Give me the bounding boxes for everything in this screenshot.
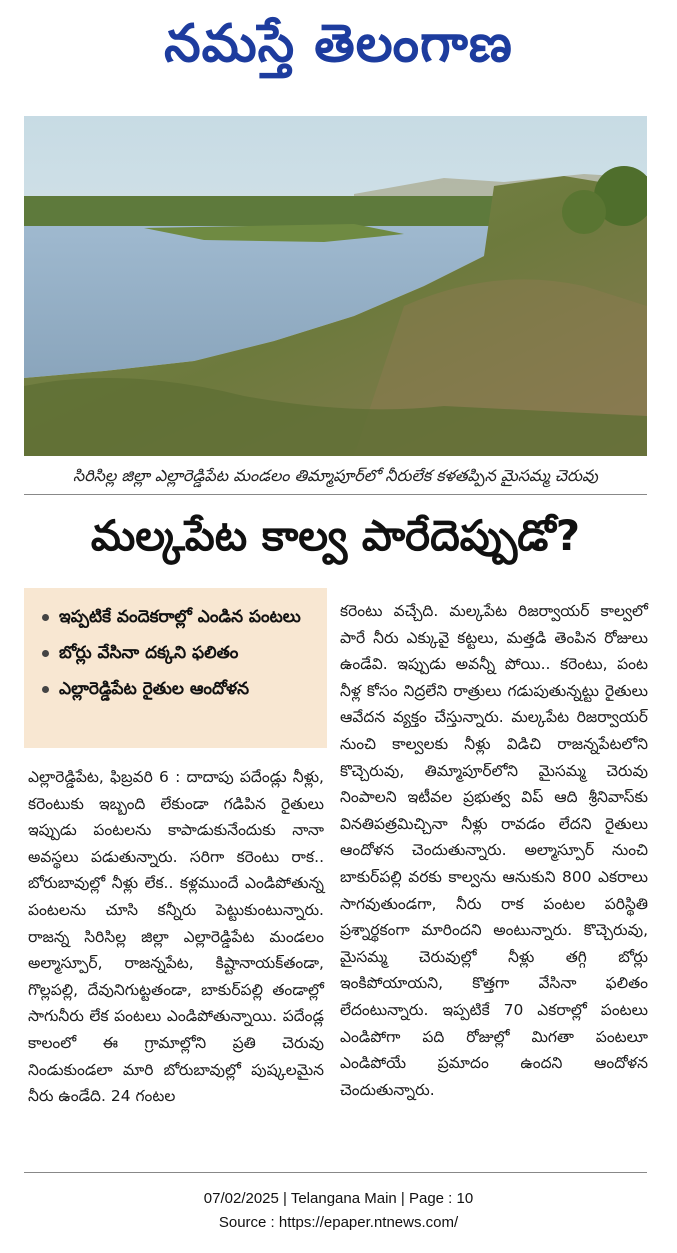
bullet-icon (42, 686, 49, 693)
footer-divider (24, 1172, 647, 1173)
edition-line: 07/02/2025 | Telangana Main | Page : 10 (203, 1190, 474, 1207)
highlight-item (36, 638, 317, 668)
highlight-item (36, 674, 317, 704)
source-line: Source : https://epaper.ntnews.com/ (218, 1214, 459, 1231)
article-body-left: ఎల్లారెడ్డిపేట, ఫిబ్రవరి 6 : దాదాపు పదేండ్లు నీళ్లు, కరెంటుకు ఇబ్బంది లేకుండా గడిపిన రైతులు ఇప్పుడు పంటలను కాపాడుకునేందుకు నానా అవస్థలు పడుతున్నారు. సరిగా కరెంటు రాక.. బోరుబావుల్లో నీళ్లు లేక.. కళ్లముందే ఎండిపోతున్న పంటలను చూసి కన్నీరు పెట్టుకుంటున్నారు. రాజన్న సిరిసిల్ల జిల్లా ఎల్లారెడ్డిపేట మండలం అల్మాస్పూర్, రాజన్నపేట, కిష్టానాయక్‌తండా, గొల్లపల్లి, దేవునిగుట్టతండా, బాకుర్‌పల్లి తండాల్లో సాగునీరు లేక పంటలు ఎండిపోతున్నాయి. పదేండ్ల కాలంలో ఈ గ్రామాల్లోని ప్రతి చెరువు నిండుకుండలా మారి బోరుబావుల్లో పుష్కలమైన నీరు ఉండేది. 24 గంటల (28, 768, 324, 1106)
article-column-right (340, 598, 648, 1158)
highlight-text: ఎల్లారెడ్డిపేట రైతుల ఆందోళన (59, 679, 250, 699)
newspaper-masthead: నమస్తే తెలంగాణ (164, 14, 513, 74)
article-body-right: కరెంటు వచ్చేది. మల్కపేట రిజర్వాయర్ కాల్వలో పారే నీరు ఎక్కువై కట్టలు, మత్తడి తెంపిన రోజులు ఉండేవి. ఇప్పుడు అవన్నీ పోయి.. కరెంటు, పంట నీళ్ల కోసం నిద్రలేని రాత్రులు గడుపుతున్నట్టు రైతులు ఆవేదన వ్యక్తం చేస్తున్నారు. మల్కపేట రిజర్వాయర్ నుంచి కాల్వలకు నీళ్లు విడిచి రాజన్నపేటలోని కొచ్చెరువు, తిమ్మాపూర్‌లోని మైసమ్మ చెరువు నింపాలని ఇటీవల ప్రభుత్వ విప్ ఆది శ్రీనివాస్‌కు వినతిపత్రమిచ్చినా నీళ్లు రావడం లేదని రైతులు ఆందోళన చెందుతున్నారు. అల్మాస్పూర్ నుంచి బాకుర్‌పల్లి వరకు కాల్వను ఆనుకుని 800 ఎకరాలు సాగవుతుండగా, నీరు రాక పంటల పరిస్థితి ప్రశ్నార్థకంగా మారిందని అంటున్నారు. కొచ్చెరువు, మైసమ్మ చెరువుల్లో నీళ్లు తగ్గి బోర్లు ఇంకిపోయాయని, కొత్తగా వేసినా ఫలితం లేదంటున్నారు. ఇప్పటికే 70 ఎకరాల్లో పంటలు ఎండిపోగా పది రోజుల్లో మిగతా పంటలూ ఎండిపోయే ప్రమాదం ఉందని ఆందోళన చెందుతున్నారు. (340, 602, 648, 1099)
highlight-text: బోర్లు వేసినా దక్కని ఫలితం (59, 643, 239, 663)
article-headline: మల్కపేట కాల్వ పారేదెప్పుడో? (90, 511, 581, 560)
bullet-icon (42, 650, 49, 657)
highlights-box (24, 588, 327, 748)
caption-divider (24, 494, 647, 495)
highlight-item (36, 602, 317, 632)
highlight-text: ఇప్పటికే వందెకరాల్లో ఎండిన పంటలు (59, 607, 301, 627)
article-column-left (28, 764, 324, 1164)
lake-photo (24, 116, 647, 456)
bullet-icon (42, 614, 49, 621)
photo-caption: సిరిసిల్ల జిల్లా ఎల్లారెడ్డిపేట మండలం తిమ్మాపూర్‌లో నీరులేక కళతప్పిన మైసమ్మ చెరువు (73, 466, 598, 485)
